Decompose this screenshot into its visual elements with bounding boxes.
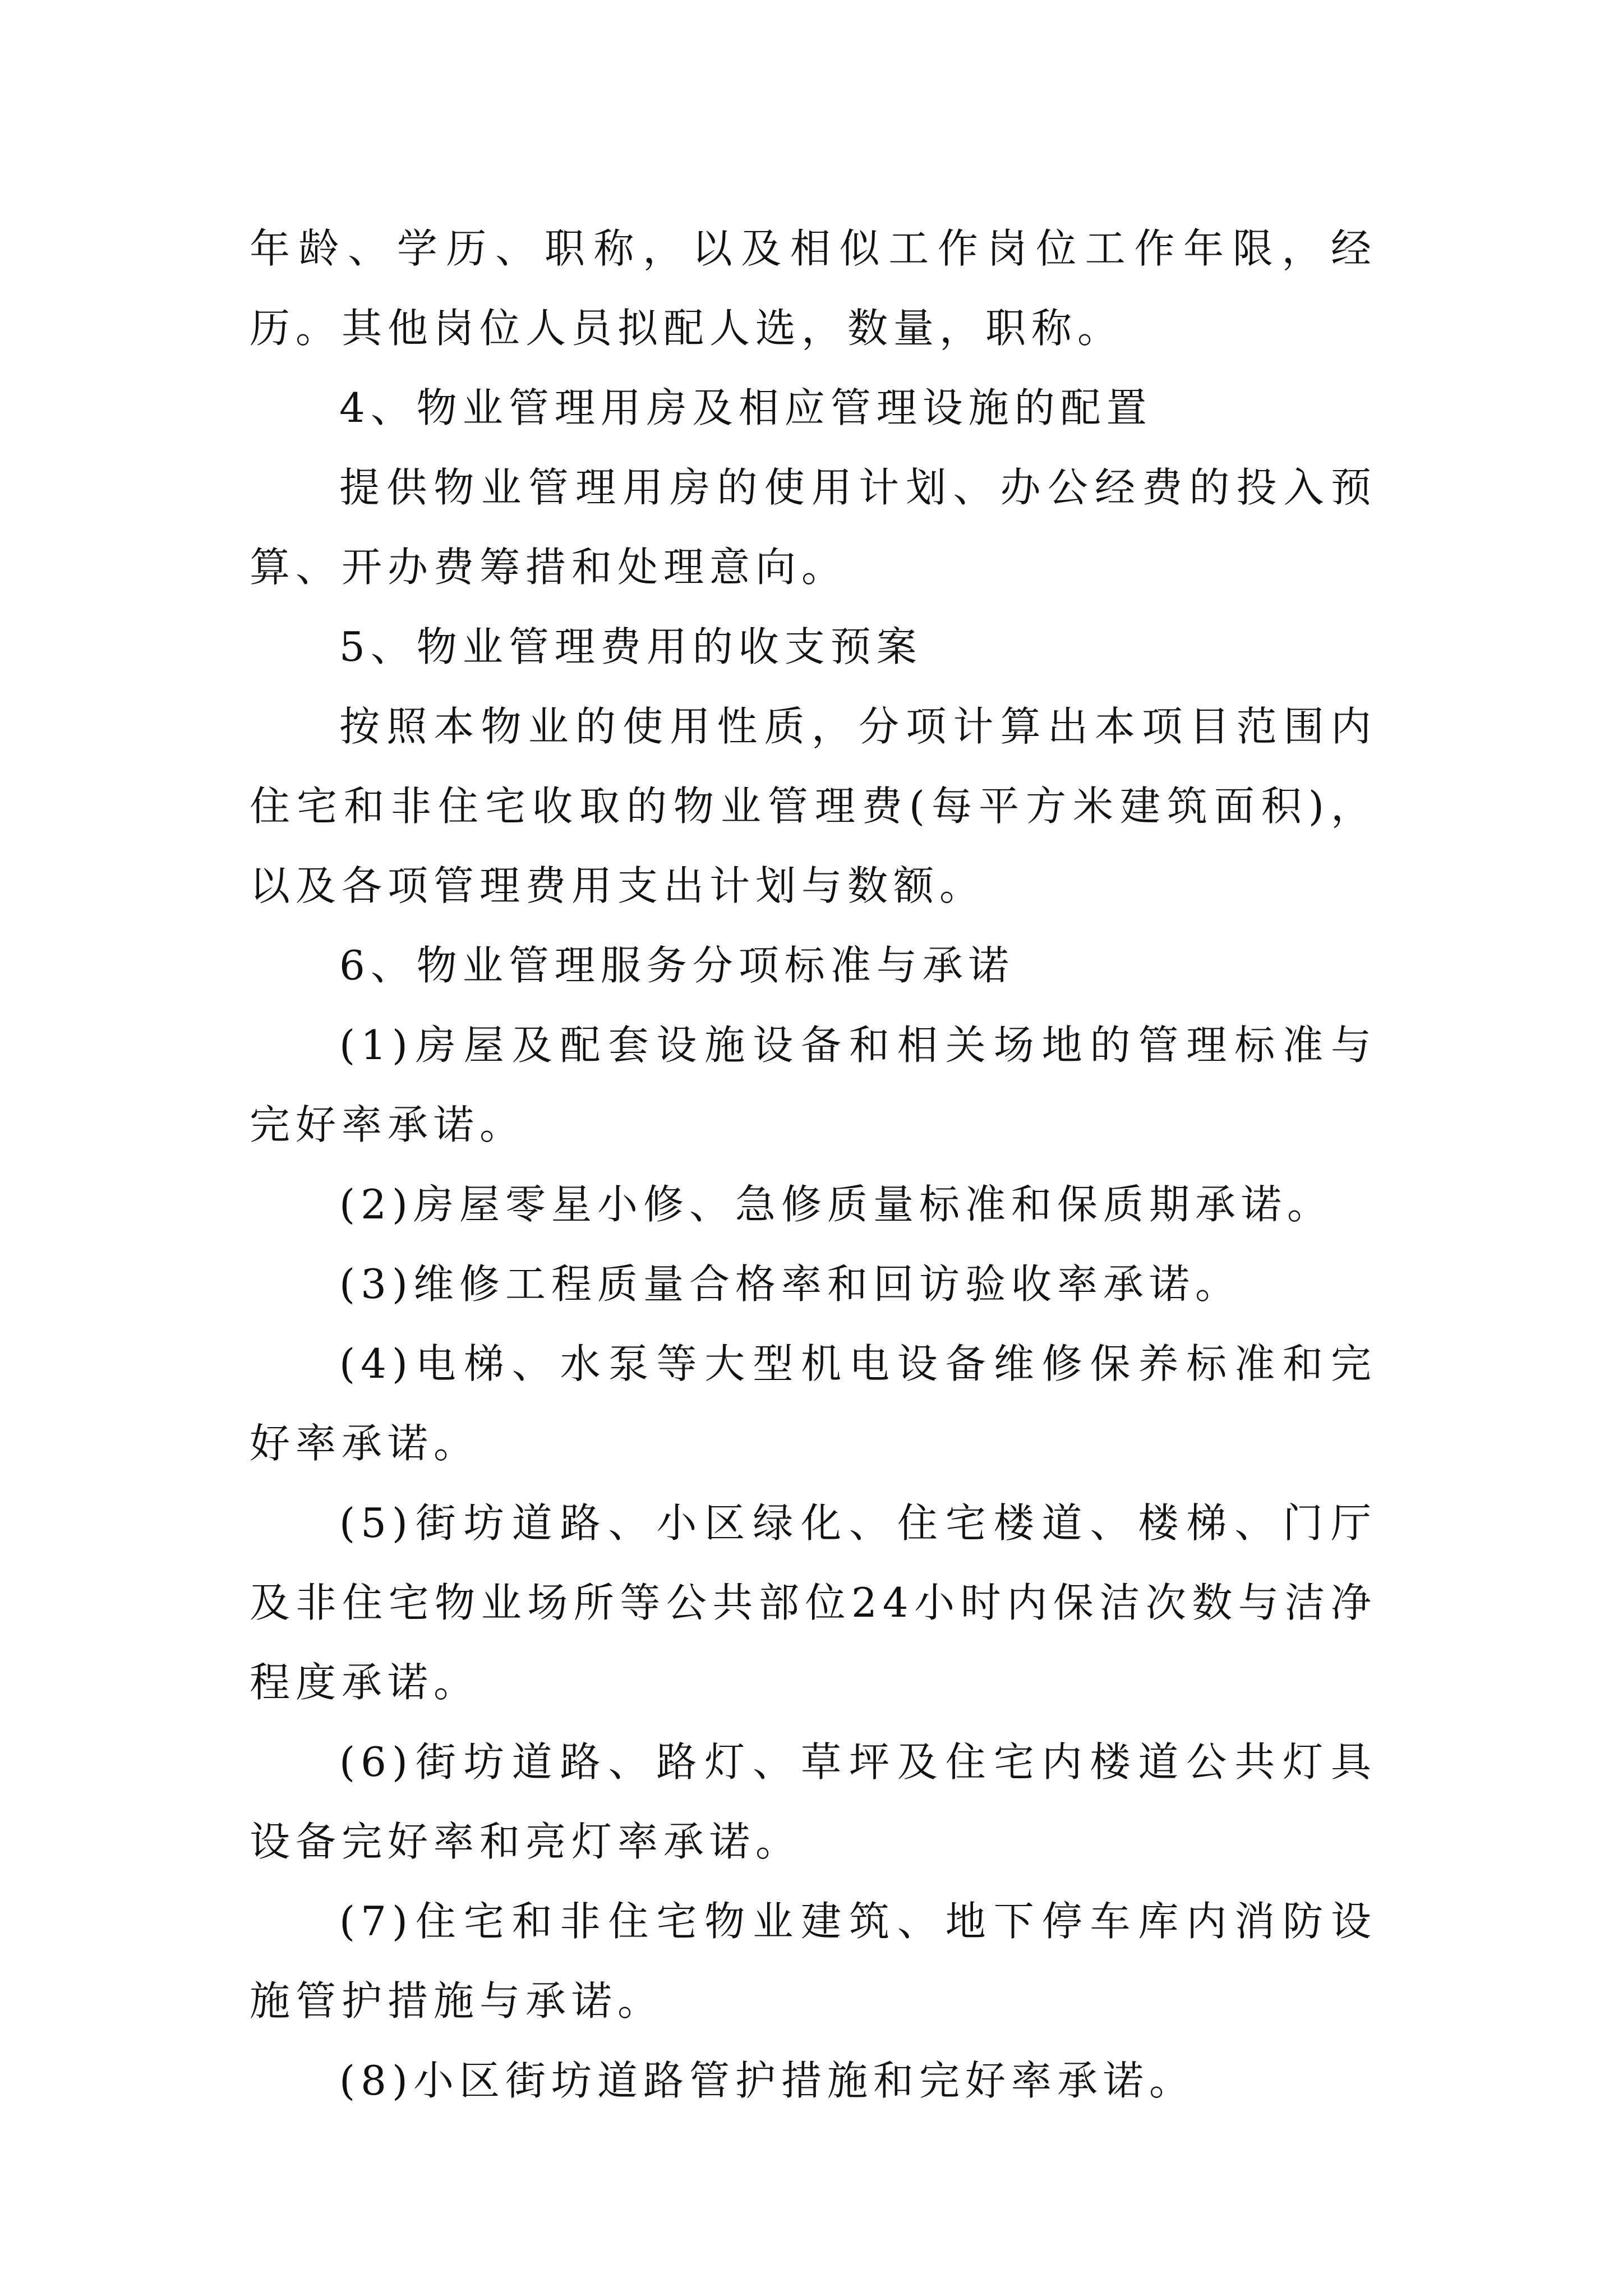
paragraph-office-plan: 提供物业管理用房的使用计划、办公经费的投入预算、开办费筹措和处理意向。	[250, 464, 1377, 591]
list-item-1: (1)房屋及配套设施设备和相关场地的管理标准与完好率承诺。	[250, 1022, 1377, 1148]
section-heading-4: 4、物业管理用房及相应管理设施的配置	[339, 384, 1152, 431]
list-item-2: (2)房屋零星小修、急修质量标准和保质期承诺。	[339, 1181, 1333, 1228]
paragraph-fee-calculation: 按照本物业的使用性质，分项计算出本项目范围内住宅和非住宅收取的物业管理费(每平方米建筑面积)，以及各项管理费用支出计划与数额。	[250, 703, 1377, 909]
list-item-7: (7)住宅和非住宅物业建筑、地下停车库内消防设施管护措施与承诺。	[250, 1898, 1377, 2024]
document-body	[250, 209, 1377, 2120]
list-item-8: (8)小区街坊道路管护措施和完好率承诺。	[339, 2057, 1195, 2104]
list-item-4: (4)电梯、水泵等大型机电设备维修保养标准和完好率承诺。	[250, 1340, 1377, 1467]
section-heading-5: 5、物业管理费用的收支预案	[339, 623, 923, 670]
paragraph-staff-qualifications: 年龄、学历、职称，以及相似工作岗位工作年限，经历。其他岗位人员拟配人选，数量，职称。	[250, 225, 1377, 352]
list-item-5: (5)街坊道路、小区绿化、住宅楼道、楼梯、门厅及非住宅物业场所等公共部位24小时内保洁次数与洁净程度承诺。	[250, 1499, 1377, 1706]
list-item-3: (3)维修工程质量合格率和回访验收率承诺。	[339, 1260, 1241, 1308]
list-item-6: (6)街坊道路、路灯、草坪及住宅内楼道公共灯具设备完好率和亮灯率承诺。	[250, 1738, 1377, 1865]
section-heading-6: 6、物业管理服务分项标准与承诺	[339, 942, 1015, 989]
